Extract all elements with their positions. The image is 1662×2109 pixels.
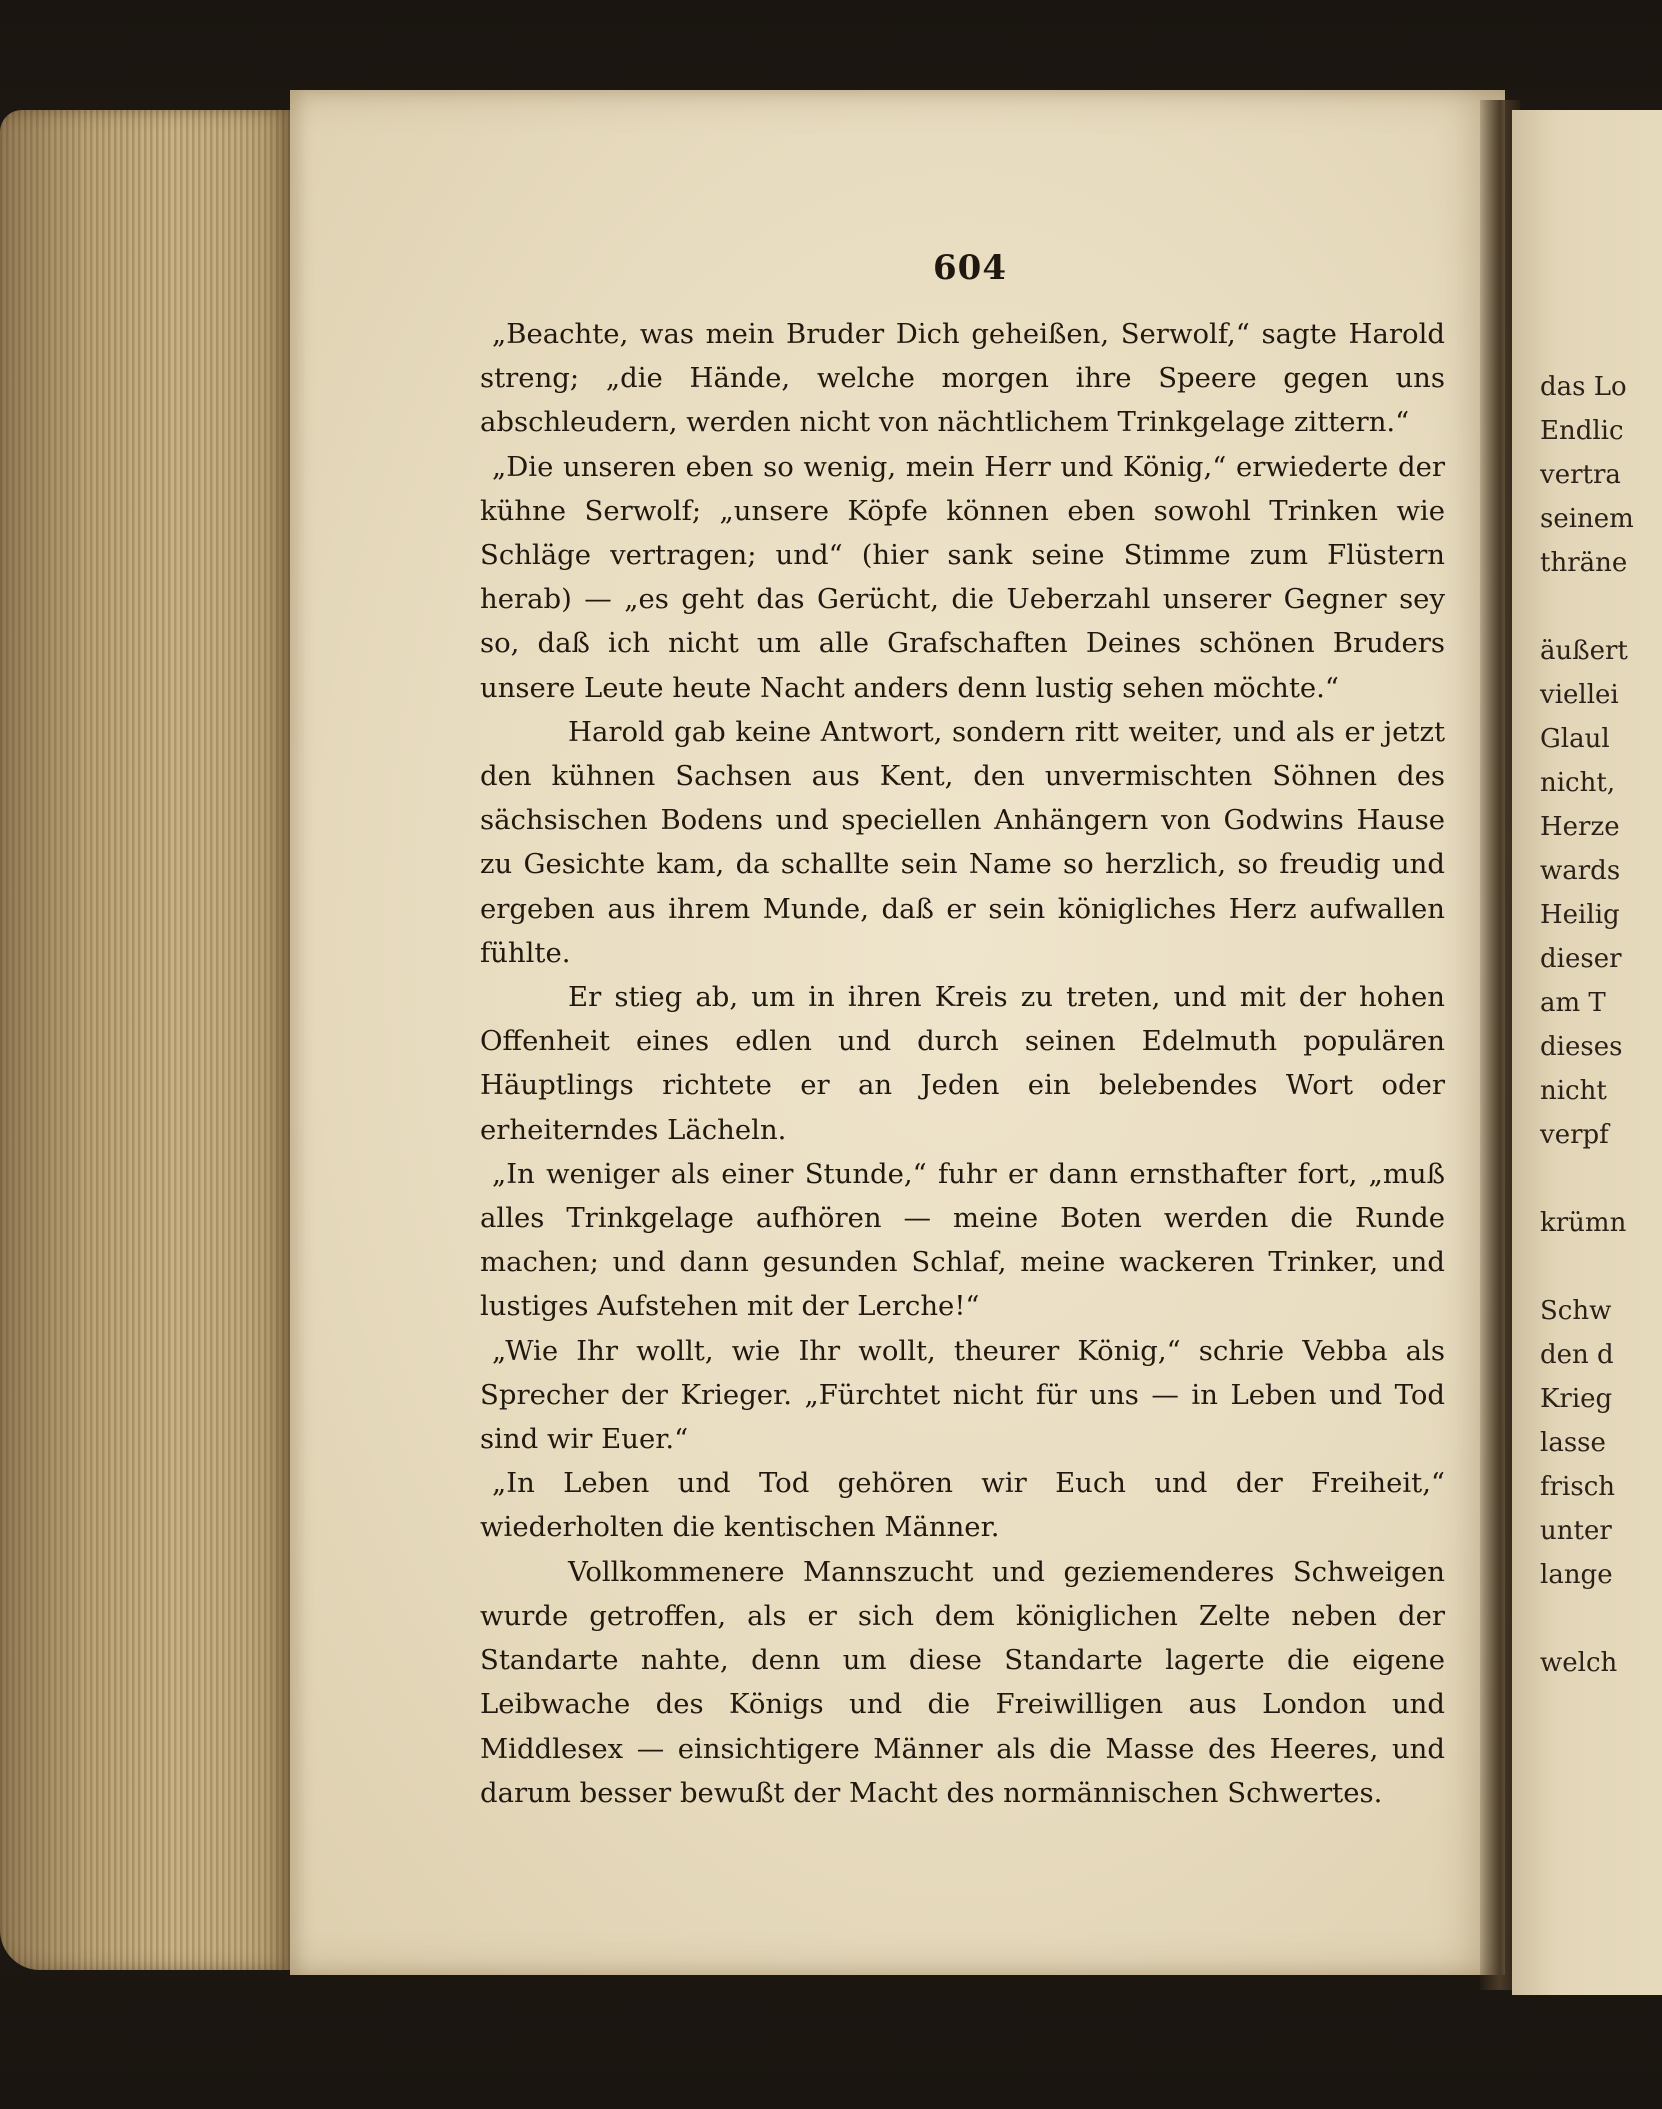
facing-line: verpf <box>1540 1120 1609 1150</box>
paragraph: „Beachte, was mein Bruder Dich geheißen, Serwolf,“ sagte Harold streng; „die Hände, welche morgen ihre Speere gegen uns abschleudern, werden nicht von nächtlichem Trinkgelage zittern.“ <box>480 318 1445 439</box>
facing-line: äußert <box>1540 636 1628 666</box>
facing-line: dieser <box>1540 944 1622 974</box>
facing-line: welch <box>1540 1648 1618 1678</box>
facing-line: krümn <box>1540 1208 1627 1238</box>
facing-line: lasse <box>1540 1428 1606 1458</box>
facing-line: Krieg <box>1540 1384 1613 1414</box>
facing-line: Glaul <box>1540 724 1610 754</box>
facing-line: nicht <box>1540 1076 1607 1106</box>
facing-line: unter <box>1540 1516 1612 1546</box>
paragraph: Er stieg ab, um in ihren Kreis zu treten, und mit der hohen Offenheit eines edlen und durch seinen Edelmuth populären Häuptlings richtete er an Jeden ein belebendes Wort oder erheiterndes Lächeln. <box>480 981 1445 1146</box>
facing-line: wards <box>1540 856 1621 886</box>
facing-line: Endlic <box>1540 416 1624 446</box>
body-text <box>480 312 1445 1815</box>
paragraph: „Wie Ihr wollt, wie Ihr wollt, theurer König,“ schrie Vebba als Sprecher der Krieger. „Fürchtet nicht für uns — in Leben und Tod sind wir Euer.“ <box>480 1334 1445 1456</box>
facing-line: viellei <box>1540 680 1619 710</box>
paragraph: Vollkommenere Mannszucht und geziemenderes Schweigen wurde getroffen, als er sich dem königlichen Zelte neben der Standarte nahte, denn um diese Standarte lagerte die eigene Leibwache des Königs und die Freiwilligen aus London und Middlesex — einsichtigere Männer als die Masse des Heeres, und darum besser bewußt der Macht des normännischen Schwertes. <box>480 1555 1445 1809</box>
facing-line: frisch <box>1540 1472 1616 1502</box>
facing-line: nicht, <box>1540 768 1616 798</box>
facing-line: thräne <box>1540 548 1628 578</box>
facing-line: am T <box>1540 988 1606 1018</box>
book-page-right-partial <box>1512 110 1662 1995</box>
page-block-edges <box>0 110 290 1970</box>
facing-line: seinem <box>1540 504 1634 534</box>
facing-line: Heilig <box>1540 900 1620 930</box>
facing-line: Herze <box>1540 812 1620 842</box>
facing-line: das Lo <box>1540 372 1627 402</box>
facing-line: dieses <box>1540 1032 1623 1062</box>
page-number: 604 <box>933 248 1007 288</box>
paragraph: „In weniger als einer Stunde,“ fuhr er dann ernsthafter fort, „muß alles Trinkgelage aufhören — meine Boten werden die Runde machen; und dann gesunden Schlaf, meine wackeren Trinker, und lustiges Aufstehen mit der Lerche!“ <box>480 1157 1445 1323</box>
paragraph: „Die unseren eben so wenig, mein Herr und König,“ erwiederte der kühne Serwolf; „unsere Köpfe können eben sowohl Trinken wie Schläge vertragen; und“ (hier sank seine Stimme zum Flüstern herab) — „es geht das Gerücht, die Ueberzahl unserer Gegner sey so, daß ich nicht um alle Grafschaften Deines schönen Bruders unsere Leute heute Nacht anders denn lustig sehen möchte.“ <box>480 450 1445 704</box>
paragraph: „In Leben und Tod gehören wir Euch und der Freiheit,“ wiederholten die kentischen Männer. <box>480 1467 1445 1544</box>
facing-line: den d <box>1540 1340 1614 1370</box>
facing-line: vertra <box>1540 460 1621 490</box>
paragraph: Harold gab keine Antwort, sondern ritt weiter, und als er jetzt den kühnen Sachsen aus Kent, den unvermischten Söhnen des sächsischen Bodens und speciellen Anhängern von Godwins Hause zu Gesichte kam, da schallte sein Name so herzlich, so freudig und ergeben aus ihrem Munde, daß er sein königliches Herz aufwallen fühlte. <box>480 715 1445 969</box>
facing-line: lange <box>1540 1560 1613 1590</box>
facing-line: Schw <box>1540 1296 1612 1326</box>
